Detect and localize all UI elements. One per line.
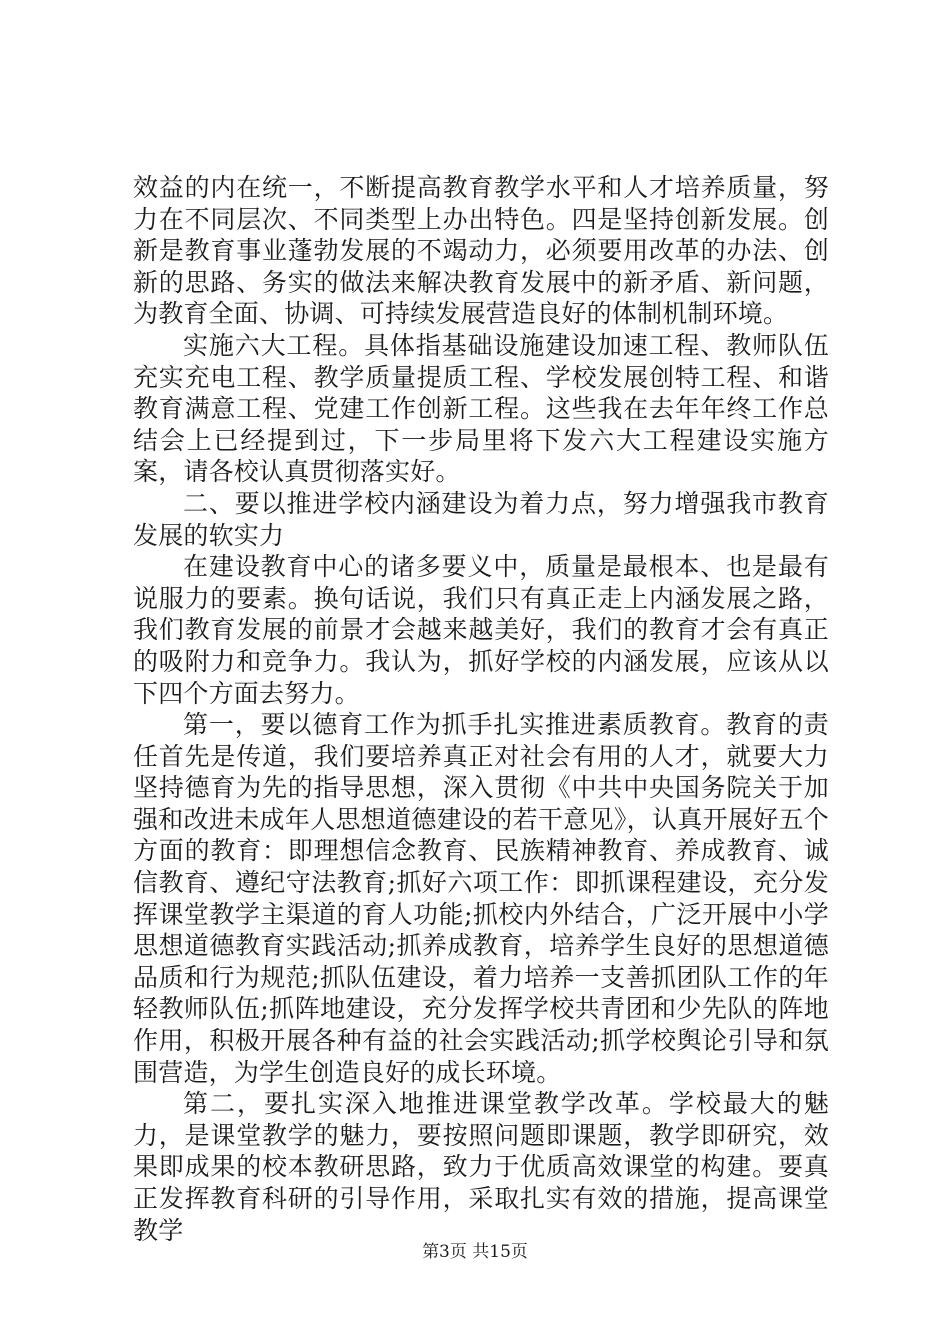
paragraph-moral-education: 第一，要以德育工作为抓手扎实推进素质教育。教育的责任首先是传道，我们要培养真正对社会有用的人才，就要大力坚持德育为先的指导思想，深入贯彻《中共中央国务院关于加强和改进未成年人思想道德建设的若干意见》，认真开展好五个方面的教育：即理想信念教育、民族精神教育、养成教育、诚信教育、遵纪守法教育;抓好六项工作：即抓课程建设，充分发挥课堂教学主渠道的育人功能;抓校内外结合，广泛开展中小学思想道德教育实践活动;抓养成教育，培养学生良好的思想道德品质和行为规范;抓队伍建设，着力培养一支善抓团队工作的年轻教师队伍;抓阵地建设，充分发挥学校共青团和少先队的阵地作用，积极开展各种有益的社会实践活动;抓学校舆论引导和氛围营造，为学生创造良好的成长环境。 xyxy=(133,710,829,1087)
paragraph-six-projects: 实施六大工程。具体指基础设施建设加速工程、教师队伍充实充电工程、教学质量提质工程、学校发展创特工程、和谐教育满意工程、党建工作创新工程。这些我在去年年终工作总结会上已经提到过，下一步局里将下发六大工程建设实施方案，请各校认真贯彻落实好。 xyxy=(133,330,829,487)
paragraph-continuation: 效益的内在统一，不断提高教育教学水平和人才培养质量，努力在不同层次、不同类型上办出特色。四是坚持创新发展。创新是教育事业蓬勃发展的不竭动力，必须要用改革的办法、创新的思路、务实的做法来解决教育发展中的新矛盾、新问题，为教育全面、协调、可持续发展营造良好的体制机制环境。 xyxy=(133,173,829,329)
document-body xyxy=(133,172,829,1246)
page-footer: 第3页 共15页 xyxy=(422,1242,528,1262)
paragraph-quality: 在建设教育中心的诸多要义中，质量是最根本、也是最有说服力的要素。换句话说，我们只有真正走上内涵发展之路，我们教育发展的前景才会越来越美好，我们的教育才会有真正的吸附力和竞争力。我认为，抓好学校的内涵发展，应该从以下四个方面去努力。 xyxy=(133,552,829,708)
paragraph-classroom-reform: 第二，要扎实深入地推进课堂教学改革。学校最大的魅力，是课堂教学的魅力，要按照问题即课题，教学即研究，效果即成果的校本教研思路，致力于优质高效课堂的构建。要真正发挥教育科研的引导作用，采取扎实有效的措施，提高课堂教学 xyxy=(133,1089,829,1245)
section-heading-two: 二、要以推进学校内涵建设为着力点，努力增强我市教育发展的软实力 xyxy=(133,488,829,550)
